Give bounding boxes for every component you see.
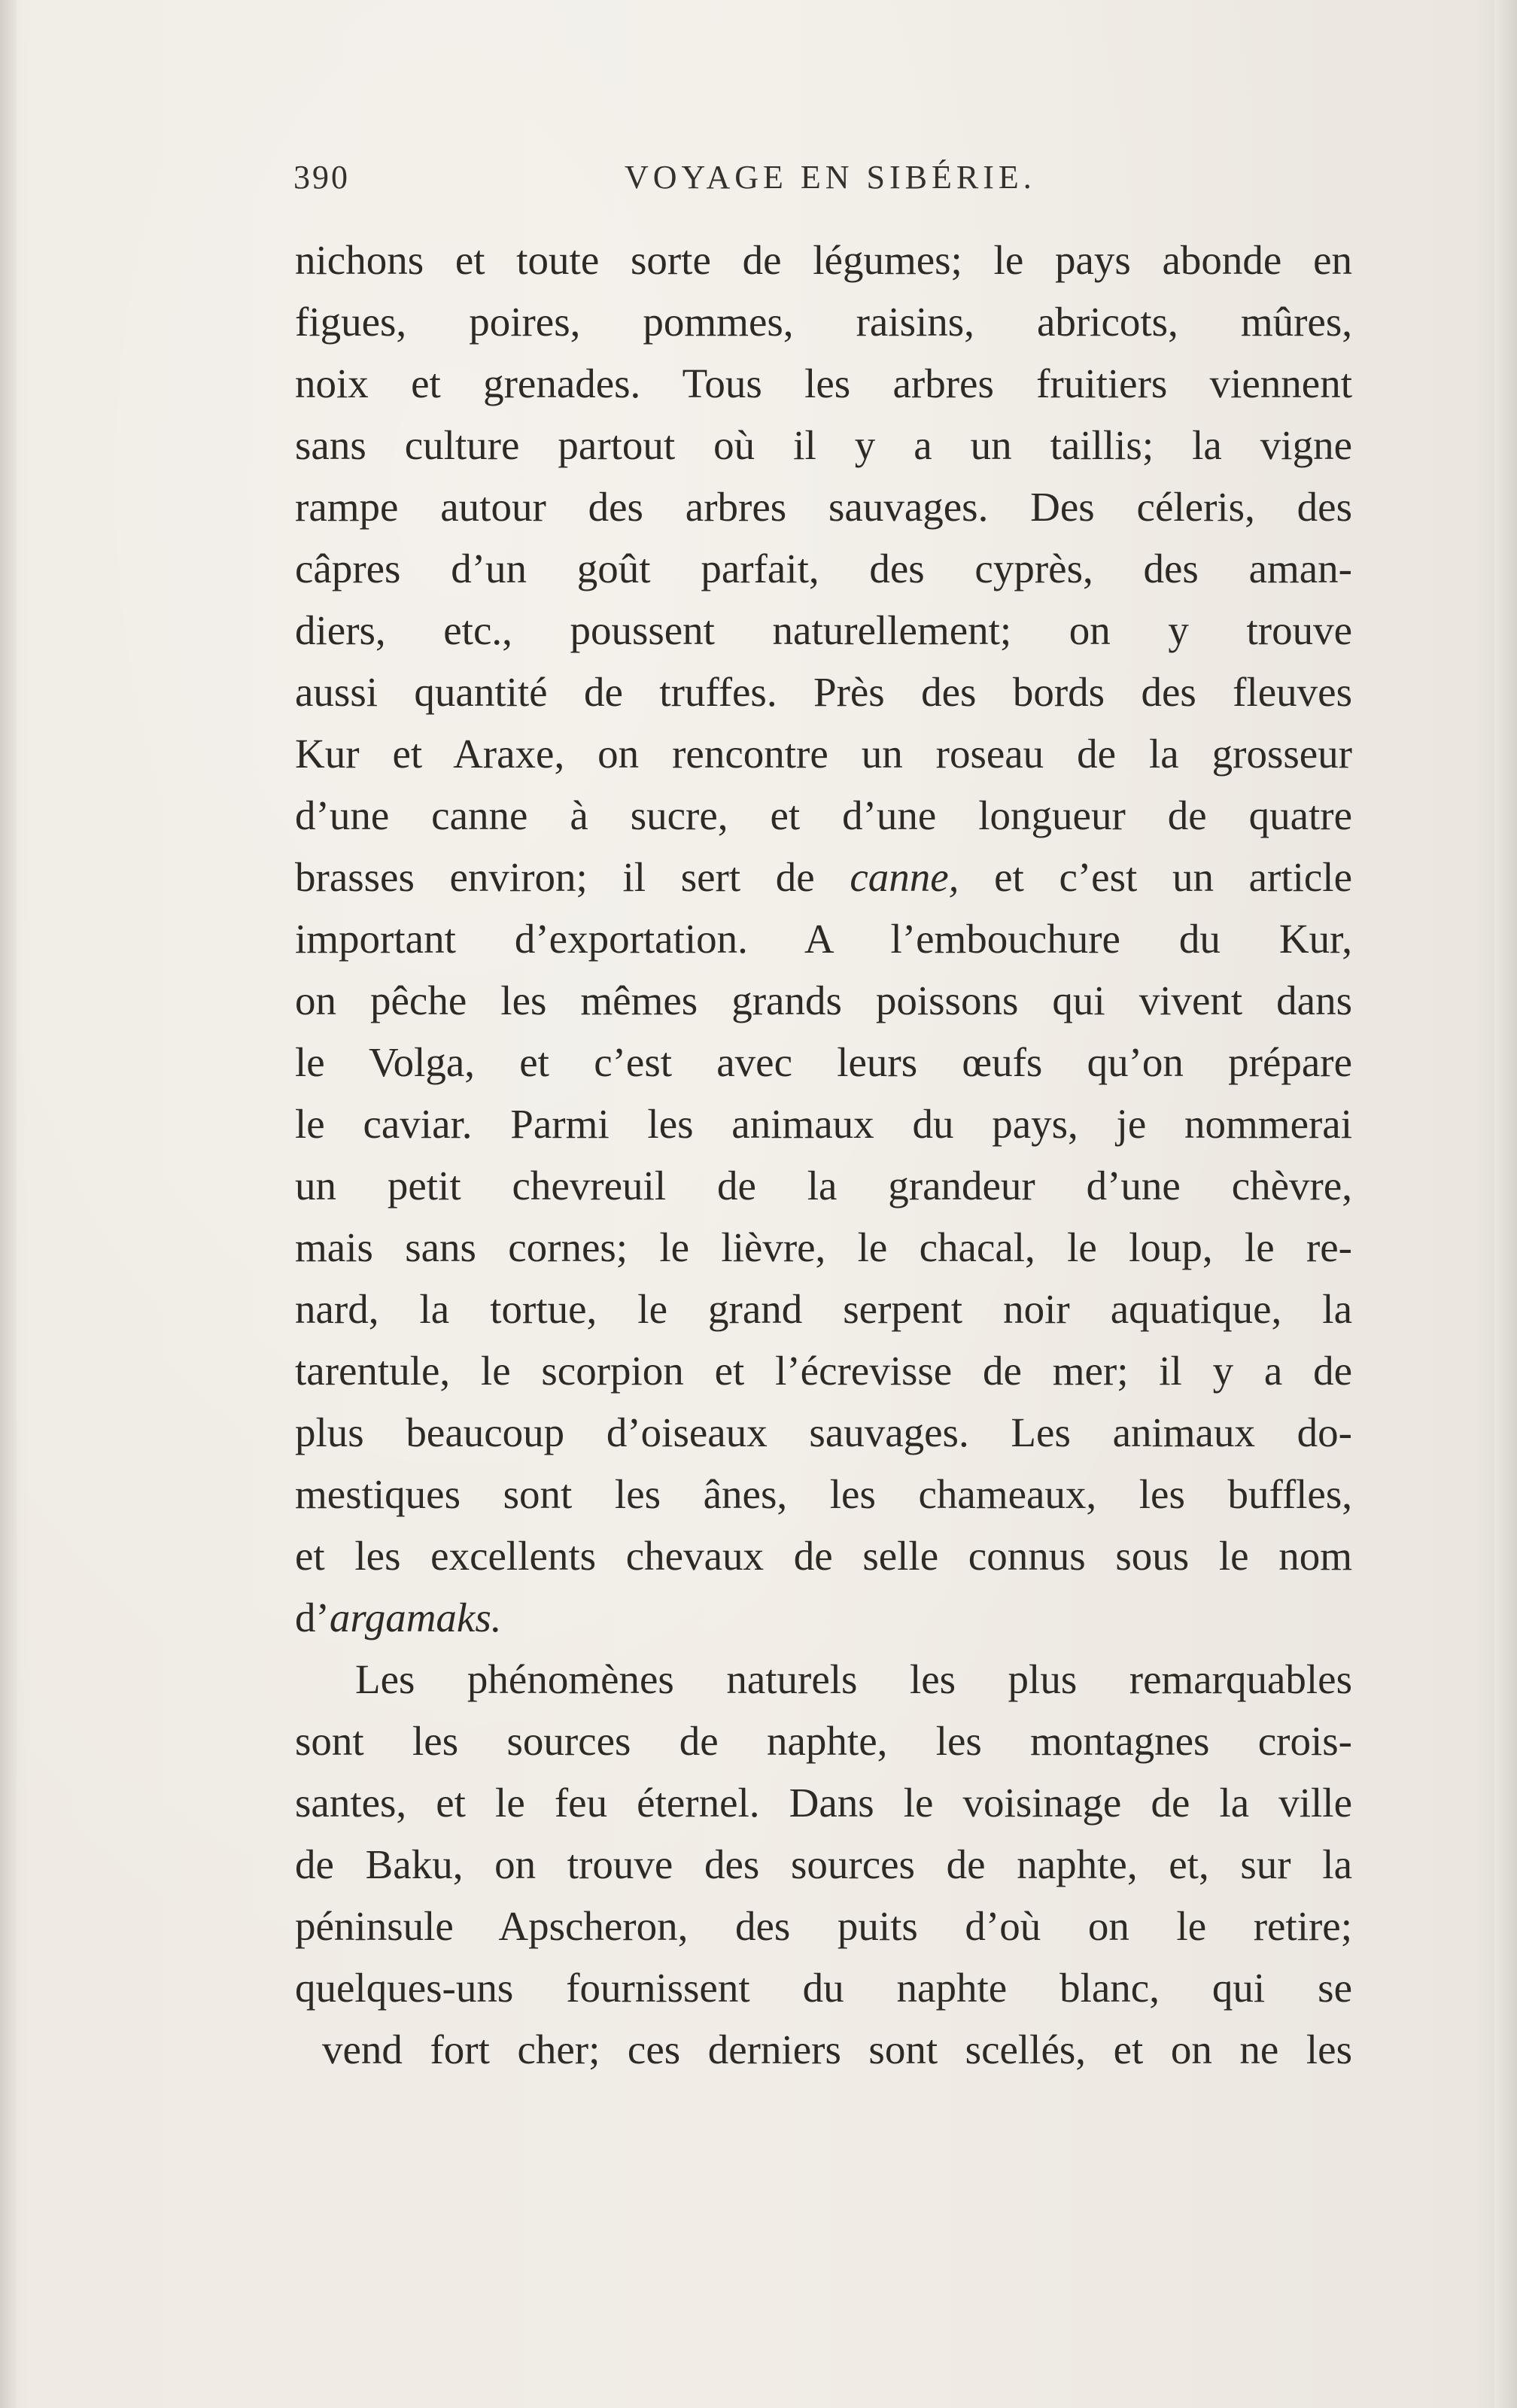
text-line: de Baku, on trouve des sources de naphte, et, sur la <box>295 1841 1352 1887</box>
text-segment: d’ <box>295 1595 330 1640</box>
page-number: 390 <box>293 159 350 196</box>
italic-word-argamaks: argamaks. <box>329 1595 502 1640</box>
running-title: VOYAGE EN SIBÉRIE. <box>625 159 1036 196</box>
text-line: mais sans cornes; le lièvre, le chacal, le loup, le re- <box>295 1224 1352 1270</box>
text-line: figues, poires, pommes, raisins, abricots, mûres, <box>295 299 1352 345</box>
text-line: important d’exportation. A l’embouchure du Kur, <box>295 916 1352 962</box>
text-line: un petit chevreuil de la grandeur d’une chèvre, <box>295 1163 1352 1209</box>
text-line: tarentule, le scorpion et l’écrevisse de mer; il y a de <box>295 1348 1352 1394</box>
text-line: péninsule Apscheron, des puits d’où on le retire; <box>295 1903 1352 1949</box>
italic-word-canne: canne, <box>850 854 959 900</box>
text-line: d’une canne à sucre, et d’une longueur de quatre <box>295 792 1352 838</box>
text-line: santes, et le feu éternel. Dans le voisinage de la ville <box>295 1780 1352 1826</box>
text-line: noix et grenades. Tous les arbres fruitiers viennent <box>295 360 1352 406</box>
text-line: nichons et toute sorte de légumes; le pays abonde en <box>295 237 1352 283</box>
text-line: le caviar. Parmi les animaux du pays, je nommerai <box>295 1101 1352 1147</box>
text-line: sont les sources de naphte, les montagnes crois- <box>295 1718 1352 1764</box>
body-text <box>295 230 1352 2081</box>
page-right-edge <box>1494 0 1517 2408</box>
text-line: plus beaucoup d’oiseaux sauvages. Les animaux do- <box>295 1409 1352 1455</box>
running-head <box>293 158 1354 203</box>
text-line: diers, etc., poussent naturellement; on y trouve <box>295 607 1352 653</box>
text-line: vend fort cher; ces derniers sont scellés, et on ne les <box>322 2026 1352 2072</box>
text-segment: brasses environ; il sert de <box>295 854 815 900</box>
text-line: le Volga, et c’est avec leurs œufs qu’on prépare <box>295 1039 1352 1085</box>
text-line-mixed <box>295 1587 1352 1649</box>
text-segment: et c’est un article <box>959 854 1352 900</box>
text-line: et les excellents chevaux de selle connus sous le nom <box>295 1533 1352 1579</box>
text-line: câpres d’un goût parfait, des cyprès, des aman- <box>295 546 1352 591</box>
text-line: aussi quantité de truffes. Près des bords des fleuves <box>295 669 1352 715</box>
text-line-mixed <box>295 847 1352 908</box>
paragraph-first-line: Les phénomènes naturels les plus remarquables <box>355 1656 1352 1702</box>
page-left-edge <box>0 0 17 2408</box>
text-line: on pêche les mêmes grands poissons qui vivent dans <box>295 977 1352 1023</box>
text-line: sans culture partout où il y a un taillis; la vigne <box>295 422 1352 468</box>
text-line: nard, la tortue, le grand serpent noir aquatique, la <box>295 1286 1352 1332</box>
text-line: rampe autour des arbres sauvages. Des céleris, des <box>295 484 1352 530</box>
text-line: mestiques sont les ânes, les chameaux, les buffles, <box>295 1471 1352 1517</box>
text-line: quelques-uns fournissent du naphte blanc, qui se <box>295 1965 1352 2011</box>
text-line: Kur et Araxe, on rencontre un roseau de la grosseur <box>295 731 1352 777</box>
